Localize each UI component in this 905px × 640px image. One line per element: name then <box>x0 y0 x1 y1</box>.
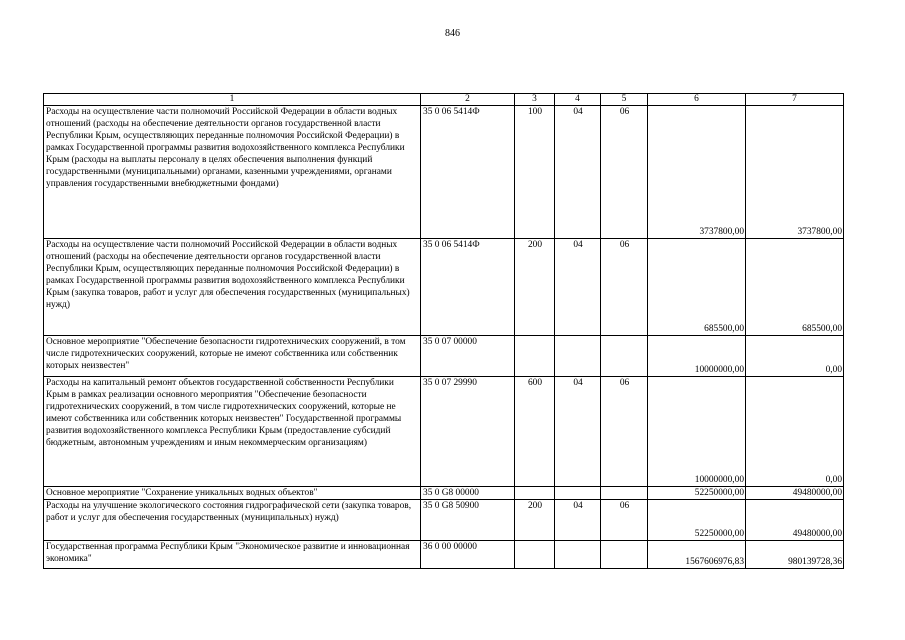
subsection: 06 <box>601 239 648 336</box>
column-header: 1 <box>44 94 421 106</box>
subsection <box>601 487 648 500</box>
expense-type: 200 <box>515 500 555 541</box>
amount-col6: 10000000,00 <box>648 377 746 487</box>
section <box>555 487 601 500</box>
amount-col7: 49480000,00 <box>746 500 844 541</box>
expense-type: 100 <box>515 106 555 239</box>
target-code: 35 0 G8 00000 <box>421 487 515 500</box>
column-header: 6 <box>648 94 746 106</box>
expense-name: Государственная программа Республики Крым "Экономическое развитие и инновационная экономика" <box>44 541 421 569</box>
section: 04 <box>555 106 601 239</box>
amount-col7: 3737800,00 <box>746 106 844 239</box>
section <box>555 541 601 569</box>
column-header: 4 <box>555 94 601 106</box>
section: 04 <box>555 239 601 336</box>
subsection <box>601 541 648 569</box>
expense-type <box>515 541 555 569</box>
expense-name: Расходы на осуществление части полномочий Российской Федерации в области водных отношений (расходы на обеспечение деятельности органов государственной власти Республики Крым, осуществляющих переданные полномочия Российской Федерации) в рамках Государственной программы развития водохозяйственного комплекса Республики Крым (расходы на выплаты персоналу в целях обеспечения выполнения функций государственными (муниципальными) органами, казенными учреждениями, органами управления государственными внебюджетными фондами) <box>44 106 421 239</box>
section: 04 <box>555 377 601 487</box>
amount-col6: 52250000,00 <box>648 487 746 500</box>
expense-name: Расходы на капитальный ремонт объектов государственной собственности Республики Крым в рамках реализации основного мероприятия "Обеспечение безопасности гидротехнических сооружений, в том числе гидротехнических сооружений, которые не имеют собственника или собственник которых неизвестен" Государственной программы развития водохозяйственного комплекса Республики Крым (предоставление субсидий бюджетным, автономным учреждениям и иным некоммерческим организациям) <box>44 377 421 487</box>
amount-col7: 980139728,36 <box>746 541 844 569</box>
column-header: 5 <box>601 94 648 106</box>
target-code: 36 0 00 00000 <box>421 541 515 569</box>
section: 04 <box>555 500 601 541</box>
amount-col7: 49480000,00 <box>746 487 844 500</box>
subsection: 06 <box>601 377 648 487</box>
expense-name: Основное мероприятие "Сохранение уникальных водных объектов" <box>44 487 421 500</box>
target-code: 35 0 06 5414Ф <box>421 106 515 239</box>
amount-col6: 52250000,00 <box>648 500 746 541</box>
table-row <box>44 500 844 541</box>
budget-table <box>43 93 844 569</box>
target-code: 35 0 07 29990 <box>421 377 515 487</box>
amount-col6: 3737800,00 <box>648 106 746 239</box>
table-row <box>44 239 844 336</box>
table-row <box>44 336 844 377</box>
amount-col6: 685500,00 <box>648 239 746 336</box>
target-code: 35 0 06 5414Ф <box>421 239 515 336</box>
expense-name: Основное мероприятие "Обеспечение безопасности гидротехнических сооружений, в том числе гидротехнических сооружений, которые не имеют собственника или собственник которых неизвестен" <box>44 336 421 377</box>
header-row <box>44 94 844 106</box>
expense-name: Расходы на осуществление части полномочий Российской Федерации в области водных отношений (расходы на обеспечение деятельности органов государственной власти Республики Крым, осуществляющих переданные полномочия Российской Федерации) в рамках Государственной программы развития водохозяйственного комплекса Республики Крым (закупка товаров, работ и услуг для обеспечения государственных (муниципальных) нужд) <box>44 239 421 336</box>
section <box>555 336 601 377</box>
expense-type <box>515 487 555 500</box>
table-row <box>44 106 844 239</box>
page-number: 846 <box>445 28 460 39</box>
table-row <box>44 541 844 569</box>
subsection <box>601 336 648 377</box>
amount-col6: 1567606976,83 <box>648 541 746 569</box>
expense-type: 600 <box>515 377 555 487</box>
table-row <box>44 377 844 487</box>
target-code: 35 0 G8 50900 <box>421 500 515 541</box>
amount-col7: 0,00 <box>746 336 844 377</box>
column-header: 3 <box>515 94 555 106</box>
expense-type <box>515 336 555 377</box>
column-header: 2 <box>421 94 515 106</box>
column-header: 7 <box>746 94 844 106</box>
table-row <box>44 487 844 500</box>
amount-col7: 685500,00 <box>746 239 844 336</box>
amount-col6: 10000000,00 <box>648 336 746 377</box>
expense-type: 200 <box>515 239 555 336</box>
subsection: 06 <box>601 500 648 541</box>
target-code: 35 0 07 00000 <box>421 336 515 377</box>
expense-name: Расходы на улучшение экологического состояния гидрографической сети (закупка товаров, работ и услуг для обеспечения государственных (муниципальных) нужд) <box>44 500 421 541</box>
amount-col7: 0,00 <box>746 377 844 487</box>
subsection: 06 <box>601 106 648 239</box>
